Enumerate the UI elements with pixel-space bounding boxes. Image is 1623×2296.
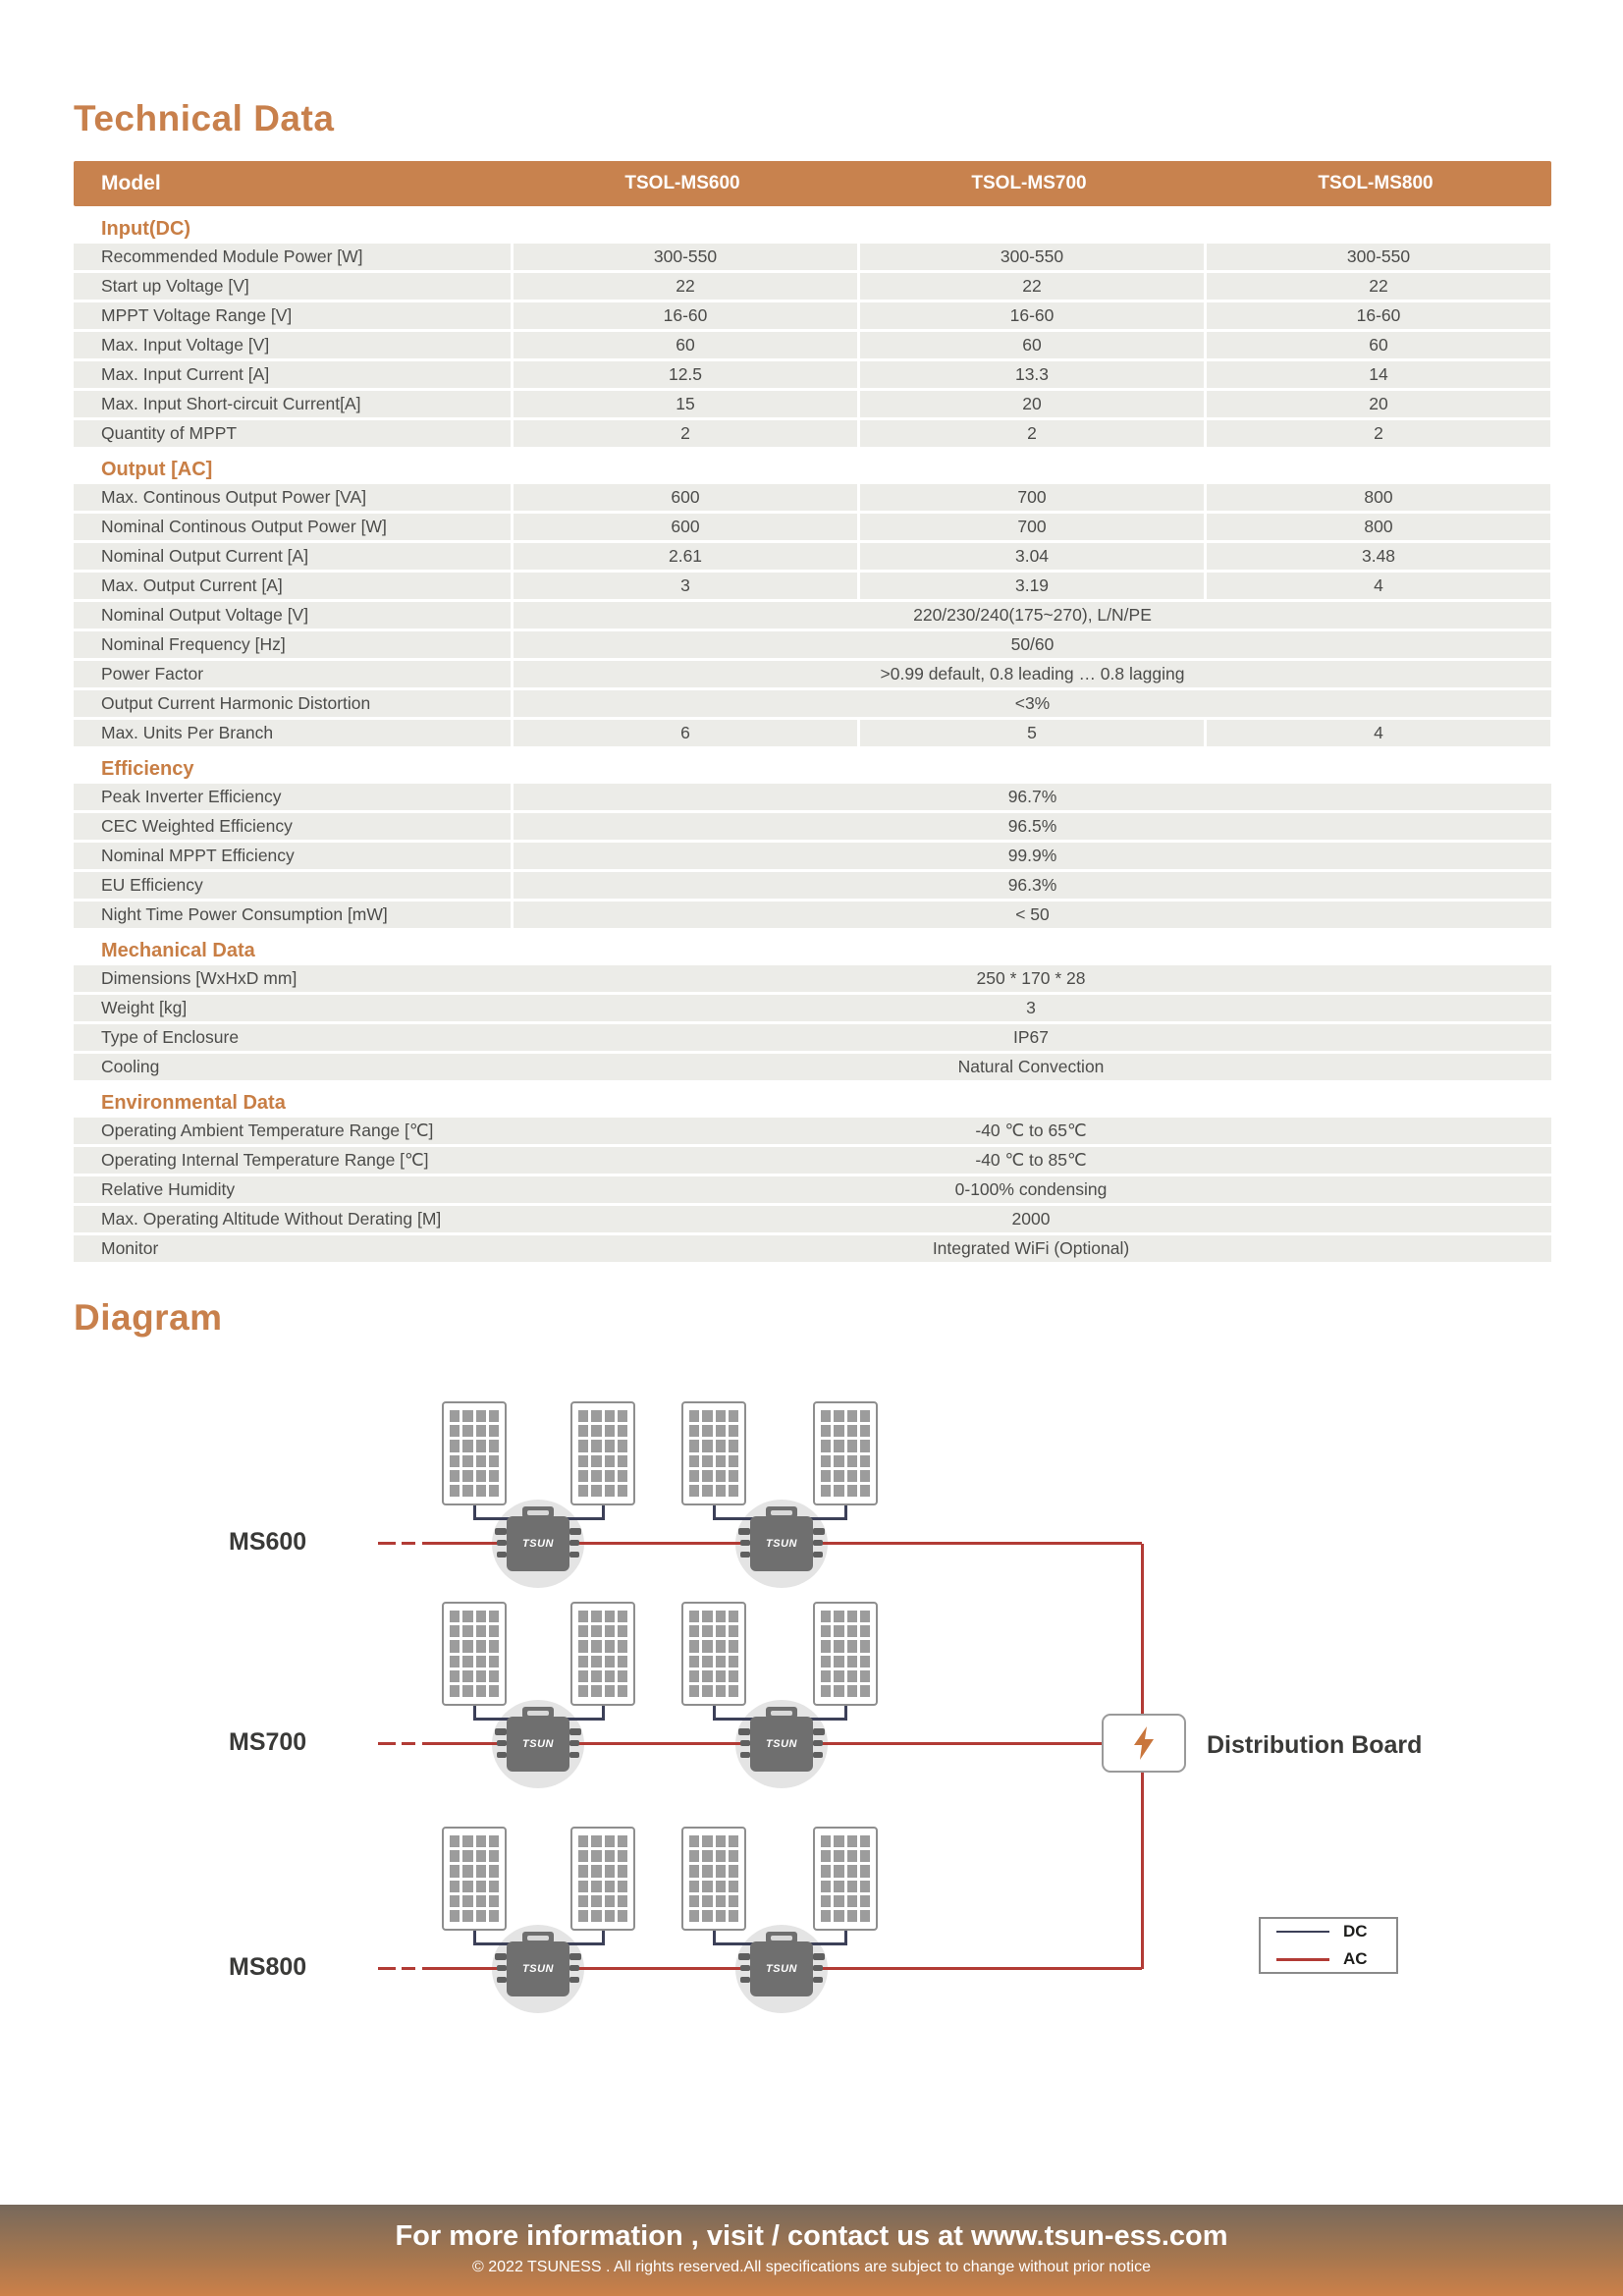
inverter-stub	[740, 1752, 750, 1758]
row-value: 2.61	[514, 543, 857, 570]
legend-item	[1276, 1949, 1380, 1969]
legend-item	[1276, 1922, 1380, 1941]
row-label: Max. Input Voltage [V]	[74, 332, 511, 358]
row-value-merged: 96.3%	[514, 872, 1551, 899]
table-row	[74, 720, 1551, 746]
row-label: Nominal MPPT Efficiency	[74, 843, 511, 869]
model-name-ms800: TSOL-MS800	[1318, 173, 1434, 193]
row-value: 60	[860, 332, 1204, 358]
solar-panel	[813, 1401, 878, 1505]
inverter-stub	[497, 1977, 507, 1983]
legend-label: DC	[1343, 1922, 1368, 1941]
table-row	[74, 1147, 1551, 1174]
table-row	[74, 690, 1551, 717]
spec-table	[74, 161, 1551, 1262]
table-row	[74, 1235, 1551, 1262]
row-value-merged: 3	[511, 995, 1551, 1021]
row-value: 6	[514, 720, 857, 746]
row-value: 4	[1207, 573, 1550, 599]
inverter-stub	[497, 1540, 507, 1546]
row-value-merged: 99.9%	[514, 843, 1551, 869]
page-footer	[0, 2205, 1623, 2296]
inverter-stub	[497, 1965, 507, 1971]
row-value-merged: 2000	[511, 1206, 1551, 1232]
inverter-stub	[569, 1953, 581, 1960]
dc-line	[713, 1929, 716, 1942]
diagram-row-label: MS800	[229, 1953, 307, 1981]
inverter-stub	[569, 1552, 579, 1558]
row-value: 700	[860, 514, 1204, 540]
solar-panel-cells	[578, 1410, 627, 1497]
table-row	[74, 1176, 1551, 1203]
row-label: MPPT Voltage Range [V]	[74, 302, 511, 329]
microinverter	[507, 1941, 569, 1996]
table-row	[74, 391, 1551, 417]
dc-line	[844, 1503, 847, 1517]
dc-line	[713, 1704, 716, 1718]
table-row	[74, 273, 1551, 300]
table-header-row	[74, 161, 1551, 206]
row-label: Nominal Output Voltage [V]	[74, 602, 511, 629]
section-title: Efficiency	[101, 758, 194, 780]
table-row	[74, 661, 1551, 687]
row-value: 700	[860, 484, 1204, 511]
ac-line-dash	[378, 1742, 396, 1745]
row-value: 2	[1207, 420, 1550, 447]
inverter-stub	[740, 1977, 750, 1983]
ac-line-dash	[402, 1742, 415, 1745]
row-value: 16-60	[860, 302, 1204, 329]
solar-panel	[681, 1827, 746, 1931]
dc-line	[473, 1929, 476, 1942]
inverter-stub	[569, 1977, 579, 1983]
inverter-stub	[740, 1540, 750, 1546]
row-value: 60	[514, 332, 857, 358]
row-value-merged: 96.5%	[514, 813, 1551, 840]
solar-panel	[442, 1827, 507, 1931]
ac-line-dash	[378, 1967, 396, 1970]
solar-panel-cells	[689, 1835, 738, 1922]
inverter-stub	[569, 1965, 579, 1971]
row-label: Relative Humidity	[74, 1176, 511, 1203]
ac-line-dash	[402, 1967, 415, 1970]
row-label: Recommended Module Power [W]	[74, 244, 511, 270]
row-label: Quantity of MPPT	[74, 420, 511, 447]
row-value-merged: Integrated WiFi (Optional)	[511, 1235, 1551, 1262]
dc-line	[844, 1704, 847, 1718]
inverter-stub	[497, 1552, 507, 1558]
diagram-title: Diagram	[74, 1297, 223, 1338]
solar-panel-cells	[821, 1410, 870, 1497]
row-label: Type of Enclosure	[74, 1024, 511, 1051]
model-name-ms700: TSOL-MS700	[971, 173, 1087, 193]
solar-panel-cells	[450, 1410, 499, 1497]
model-name-ms600: TSOL-MS600	[624, 173, 740, 193]
inverter-stub	[569, 1528, 581, 1535]
row-label: Nominal Continous Output Power [W]	[74, 514, 511, 540]
row-label: Night Time Power Consumption [mW]	[74, 902, 511, 928]
legend-label: AC	[1343, 1949, 1368, 1968]
row-value: 600	[514, 484, 857, 511]
row-value: 14	[1207, 361, 1550, 388]
solar-panel	[570, 1827, 635, 1931]
row-value-merged: <3%	[514, 690, 1551, 717]
row-value: 800	[1207, 484, 1550, 511]
inverter-stub	[569, 1752, 579, 1758]
solar-panel-cells	[578, 1611, 627, 1697]
solar-panel	[681, 1401, 746, 1505]
row-value: 60	[1207, 332, 1550, 358]
legend-line-dc	[1276, 1931, 1329, 1933]
row-label: Max. Continous Output Power [VA]	[74, 484, 511, 511]
dc-line	[844, 1929, 847, 1942]
row-value: 16-60	[1207, 302, 1550, 329]
row-value: 4	[1207, 720, 1550, 746]
row-value: 300-550	[860, 244, 1204, 270]
inverter-stub	[569, 1728, 581, 1735]
row-label: Max. Input Current [A]	[74, 361, 511, 388]
microinverter	[507, 1717, 569, 1772]
row-label: EU Efficiency	[74, 872, 511, 899]
table-row	[74, 573, 1551, 599]
inverter-stub	[495, 1528, 507, 1535]
row-value-merged: >0.99 default, 0.8 leading … 0.8 lagging	[514, 661, 1551, 687]
row-value-merged: 250 * 170 * 28	[511, 965, 1551, 992]
inverter-stub	[813, 1540, 823, 1546]
ac-line-dash	[402, 1542, 415, 1545]
dc-line	[473, 1503, 476, 1517]
inverter-stub	[740, 1740, 750, 1746]
legend-line-ac	[1276, 1958, 1329, 1961]
table-row	[74, 602, 1551, 629]
row-label: Monitor	[74, 1235, 511, 1262]
section-title: Mechanical Data	[101, 940, 255, 961]
row-value: 600	[514, 514, 857, 540]
row-value: 300-550	[1207, 244, 1550, 270]
row-value-merged: Natural Convection	[511, 1054, 1551, 1080]
microinverter	[750, 1516, 813, 1571]
solar-panel-cells	[689, 1410, 738, 1497]
inverter-stub	[813, 1965, 823, 1971]
solar-panel-cells	[821, 1835, 870, 1922]
solar-panel-cells	[450, 1835, 499, 1922]
row-value: 20	[1207, 391, 1550, 417]
dc-line	[602, 1929, 605, 1942]
solar-panel	[681, 1602, 746, 1706]
row-value-merged: 50/60	[514, 631, 1551, 658]
inverter-stub	[813, 1977, 823, 1983]
inverter-stub	[495, 1953, 507, 1960]
row-value-merged: -40 ℃ to 65℃	[511, 1118, 1551, 1144]
inverter-brand-label: TSUN	[522, 1963, 554, 1975]
inverter-stub	[738, 1728, 750, 1735]
row-value: 3.19	[860, 573, 1204, 599]
inverter-brand-label: TSUN	[766, 1538, 797, 1550]
ac-line-dash	[378, 1542, 396, 1545]
solar-panel	[570, 1401, 635, 1505]
table-row	[74, 965, 1551, 992]
diagram-row-label: MS600	[229, 1528, 307, 1556]
row-value: 300-550	[514, 244, 857, 270]
row-value-merged: 0-100% condensing	[511, 1176, 1551, 1203]
row-label: Operating Ambient Temperature Range [℃]	[74, 1118, 511, 1144]
microinverter	[507, 1516, 569, 1571]
row-value-merged: 220/230/240(175~270), L/N/PE	[514, 602, 1551, 629]
table-row	[74, 244, 1551, 270]
table-row	[74, 995, 1551, 1021]
inverter-stub	[497, 1752, 507, 1758]
row-label: Max. Operating Altitude Without Derating [M]	[74, 1206, 511, 1232]
wiring-diagram	[0, 1394, 1623, 2082]
row-label: Max. Input Short-circuit Current[A]	[74, 391, 511, 417]
row-label: Nominal Frequency [Hz]	[74, 631, 511, 658]
row-value: 13.3	[860, 361, 1204, 388]
table-row	[74, 784, 1551, 810]
inverter-stub	[738, 1953, 750, 1960]
row-value: 3	[514, 573, 857, 599]
row-value: 2	[514, 420, 857, 447]
microinverter	[750, 1941, 813, 1996]
microinverter	[750, 1717, 813, 1772]
inverter-brand-label: TSUN	[522, 1538, 554, 1550]
inverter-stub	[740, 1965, 750, 1971]
row-value: 16-60	[514, 302, 857, 329]
inverter-brand-label: TSUN	[766, 1963, 797, 1975]
inverter-brand-label: TSUN	[522, 1738, 554, 1750]
row-label: CEC Weighted Efficiency	[74, 813, 511, 840]
row-label: Max. Units Per Branch	[74, 720, 511, 746]
table-row	[74, 843, 1551, 869]
solar-panel	[813, 1602, 878, 1706]
diagram-row-label: MS700	[229, 1728, 307, 1756]
row-value: 15	[514, 391, 857, 417]
dc-line	[473, 1704, 476, 1718]
row-value: 2	[860, 420, 1204, 447]
inverter-stub	[813, 1752, 823, 1758]
row-value: 22	[1207, 273, 1550, 300]
dc-line	[713, 1503, 716, 1517]
row-value-merged: < 50	[514, 902, 1551, 928]
inverter-stub	[497, 1740, 507, 1746]
dc-line	[602, 1503, 605, 1517]
footer-copyright-line: © 2022 TSUNESS . All rights reserved.All specifications are subject to change without prior notice	[472, 2259, 1151, 2275]
row-label: Dimensions [WxHxD mm]	[74, 965, 511, 992]
distribution-board-label: Distribution Board	[1207, 1731, 1423, 1759]
footer-contact-line: For more information , visit / contact us at www.tsun-ess.com	[395, 2220, 1228, 2252]
inverter-stub	[738, 1528, 750, 1535]
table-row	[74, 631, 1551, 658]
solar-panel-cells	[578, 1835, 627, 1922]
inverter-stub	[569, 1740, 579, 1746]
inverter-stub	[813, 1740, 823, 1746]
inverter-stub	[813, 1528, 825, 1535]
solar-panel-cells	[821, 1611, 870, 1697]
row-value: 5	[860, 720, 1204, 746]
page-title: Technical Data	[74, 98, 335, 138]
section-title: Output [AC]	[101, 459, 213, 480]
row-value: 22	[860, 273, 1204, 300]
row-value: 12.5	[514, 361, 857, 388]
table-row	[74, 302, 1551, 329]
inverter-stub	[495, 1728, 507, 1735]
table-row	[74, 420, 1551, 447]
row-label: Nominal Output Current [A]	[74, 543, 511, 570]
solar-panel	[442, 1401, 507, 1505]
dc-line	[602, 1704, 605, 1718]
table-row	[74, 484, 1551, 511]
table-row	[74, 1054, 1551, 1080]
table-row	[74, 543, 1551, 570]
table-row	[74, 1118, 1551, 1144]
table-row	[74, 1024, 1551, 1051]
section-title: Input(DC)	[101, 218, 191, 240]
table-row	[74, 1206, 1551, 1232]
table-row	[74, 514, 1551, 540]
row-value: 22	[514, 273, 857, 300]
table-row	[74, 872, 1551, 899]
row-value-merged: IP67	[511, 1024, 1551, 1051]
row-value: 3.04	[860, 543, 1204, 570]
row-label: Max. Output Current [A]	[74, 573, 511, 599]
legend	[1259, 1917, 1398, 1974]
solar-panel	[813, 1827, 878, 1931]
solar-panel	[570, 1602, 635, 1706]
distribution-board-box	[1102, 1714, 1186, 1773]
solar-panel-cells	[689, 1611, 738, 1697]
solar-panel	[442, 1602, 507, 1706]
row-value: 20	[860, 391, 1204, 417]
table-sections	[74, 215, 1551, 1262]
row-label: Output Current Harmonic Distortion	[74, 690, 511, 717]
solar-panel-cells	[450, 1611, 499, 1697]
row-value-merged: -40 ℃ to 85℃	[511, 1147, 1551, 1174]
table-row	[74, 361, 1551, 388]
table-row	[74, 332, 1551, 358]
row-label: Weight [kg]	[74, 995, 511, 1021]
lightning-bolt-icon	[1132, 1726, 1156, 1760]
row-value-merged: 96.7%	[514, 784, 1551, 810]
inverter-stub	[813, 1953, 825, 1960]
row-label: Power Factor	[74, 661, 511, 687]
section-title: Environmental Data	[101, 1092, 286, 1114]
row-value: 800	[1207, 514, 1550, 540]
inverter-stub	[740, 1552, 750, 1558]
row-value: 3.48	[1207, 543, 1550, 570]
row-label: Start up Voltage [V]	[74, 273, 511, 300]
model-column-header: Model	[101, 172, 161, 194]
row-label: Operating Internal Temperature Range [℃]	[74, 1147, 511, 1174]
inverter-stub	[813, 1552, 823, 1558]
inverter-stub	[813, 1728, 825, 1735]
inverter-brand-label: TSUN	[766, 1738, 797, 1750]
row-label: Cooling	[74, 1054, 511, 1080]
table-row	[74, 813, 1551, 840]
inverter-stub	[569, 1540, 579, 1546]
row-label: Peak Inverter Efficiency	[74, 784, 511, 810]
table-row	[74, 902, 1551, 928]
